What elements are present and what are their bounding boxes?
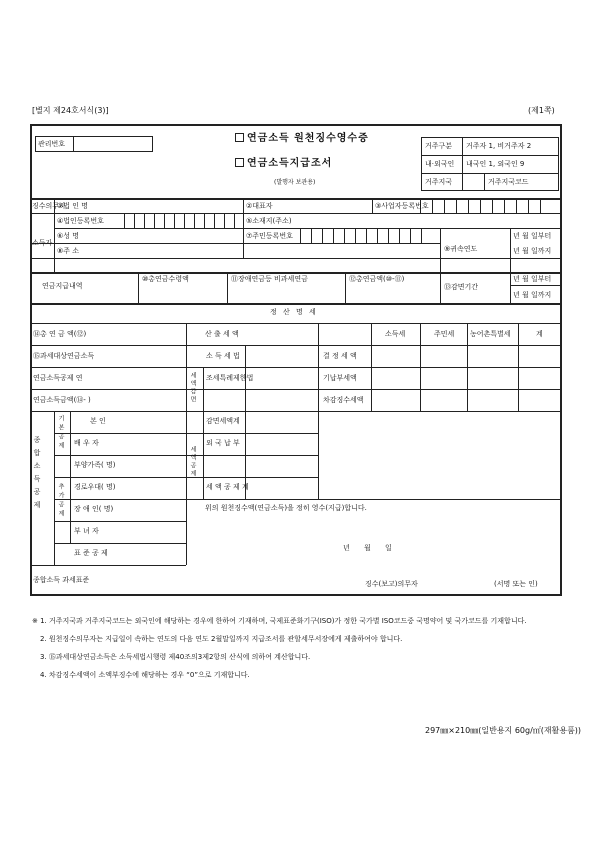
settle-reduction: 감면세액계 (206, 417, 240, 425)
settle-income-tax-law: 소 득 세 법 (206, 352, 240, 360)
payment-period-to: 년 월 일까지 (513, 291, 552, 299)
earner-side-label: 소득자 (32, 239, 53, 247)
note-3: 3. ⑮과세대상연금소득은 소득세법시행령 제40조의3제2항의 산식에 의하여 계산합니다. (40, 653, 311, 661)
payer-name-label: ①법 인 명 (57, 202, 89, 210)
earner-year-label: ⑨귀속연도 (444, 245, 478, 253)
receipt-statement: 위의 원천징수액(연금소득)을 정히 영수(지급)합니다. (205, 504, 367, 512)
payer-side-label: 징수의무자 (32, 202, 66, 210)
settle-sub-basic: 기본공제 (57, 415, 64, 451)
settle-total-pension: ⑭총 연 금 액(⑫) (33, 330, 87, 338)
form-number: [별지 제24호서식(3)] (32, 106, 109, 115)
payment-sum-label: ⑫총연금액(⑩-⑪) (349, 275, 405, 283)
col-resident-tax: 주민세 (434, 330, 455, 338)
settle-tax-col-label: 세액감면 (189, 372, 196, 404)
country-label: 거주지국 (425, 178, 453, 186)
checkbox-icon[interactable] (235, 133, 244, 142)
note-2: 2. 원천징수의무자는 지급일이 속하는 연도의 다음 연도 2월말일까지 지급조서를 관할세무서장에게 제출하여야 합니다. (40, 635, 403, 643)
nationality-value: 내국인 1, 외국인 9 (466, 160, 525, 168)
earner-year-from: 년 월 일부터 (513, 232, 552, 240)
resident-type-label: 거주구분 (425, 142, 453, 150)
settle-basic: 본 인 (90, 417, 106, 425)
row-final-tax: 차감징수세액 (323, 396, 364, 404)
settle-pension-deduction: 연금소득공제 연 (33, 374, 83, 382)
payer-corp-reg-label: ④법인등록번호 (57, 217, 104, 225)
earner-year-to: 년 월 일까지 (513, 247, 552, 255)
receipt-withholder: 징수(보고)의무자 (365, 580, 418, 588)
settle-credit-label: 세액공제 (189, 446, 196, 478)
receipt-date: 년 월 일 (343, 544, 398, 552)
checkbox-icon[interactable] (235, 158, 244, 167)
settle-elderly: 경로우대( 명) (74, 483, 116, 491)
nationality-label: 내·외국인 (425, 160, 455, 168)
settlement-section-label: 정 산 명 세 (270, 308, 318, 316)
col-total: 계 (536, 330, 543, 338)
settle-sub-extra: 추가공제 (57, 483, 64, 519)
page-label: (제1쪽) (528, 106, 555, 115)
resident-type-value: 거주자 1, 비거주자 2 (466, 142, 532, 150)
earner-name-label: ⑥성 명 (57, 232, 80, 240)
payer-biz-no-label: ③사업자등록번호 (375, 202, 429, 210)
title-line-1: 연금소득 원천징수영수증 (235, 133, 369, 144)
country-code-label: 거주지국코드 (488, 178, 529, 186)
col-income-tax: 소득세 (385, 330, 406, 338)
settle-taxable: ⑮과세대상연금소득 (33, 352, 95, 360)
title-line-2: 연금소득지급조서 (235, 158, 332, 169)
payment-nontax-label: ⑪장애연금등 비과세연금 (231, 275, 308, 283)
row-decided-tax: 결 정 세 액 (323, 352, 357, 360)
settle-spouse: 배 우 자 (74, 439, 99, 447)
earner-rrn-label: ⑦주민등록번호 (246, 232, 293, 240)
payer-address-label: ⑤소재지(주소) (246, 217, 292, 225)
payment-period-label: ⑬감면기간 (444, 283, 479, 291)
settle-pension-income: 연금소득금액(⑭- ) (33, 396, 91, 404)
settle-dependents: 부양가족( 명) (74, 461, 116, 469)
paper-spec: 297㎜×210㎜(일반용지 60g/㎡(재활용품)) (425, 726, 582, 735)
mgmt-number-label: 관리번호 (38, 140, 66, 148)
payment-total-label: ⑩총연금수령액 (142, 275, 189, 283)
note-1: ※ 1. 거주지국과 거주지국코드는 외국인에 해당하는 경우에 한하여 기재하며, 국제표준화기구(ISO)가 정한 국가별 ISO코드중 국명약어 및 국가코드를 기재합니다. (32, 617, 527, 625)
settle-tax-base: 종합소득 과세표준 (33, 576, 90, 584)
payment-section-label: 연금지급내역 (42, 282, 83, 290)
row-prepaid-tax: 기납부세액 (323, 374, 357, 382)
settle-standard: 표 준 공 제 (74, 549, 108, 557)
receipt-signature: (서명 또는 인) (494, 580, 538, 588)
payment-period-from: 년 월 일부터 (513, 275, 552, 283)
payer-rep-label: ②대표자 (246, 202, 273, 210)
settle-left-side-label: 종합소득공제 (33, 436, 41, 514)
title-note: (발행자 보관용) (274, 179, 316, 186)
settle-special-law: 조세특례제한법 (206, 374, 254, 382)
settle-woman: 부 녀 자 (74, 527, 99, 535)
form-frame (30, 124, 562, 596)
settle-disabled: 장 애 인( 명) (74, 505, 114, 513)
note-4: 4. 차감징수세액이 소액부징수에 해당하는 경우 “0”으로 기재합니다. (40, 671, 250, 679)
col-rural-tax: 농어촌특별세 (470, 330, 511, 338)
settle-calc-tax: 산 출 세 액 (205, 330, 239, 338)
settle-credit-total: 세 액 공 제 계 (206, 483, 249, 491)
earner-address-label: ⑧주 소 (57, 247, 80, 255)
settle-foreign-payment: 외 국 납 부 (206, 439, 240, 447)
